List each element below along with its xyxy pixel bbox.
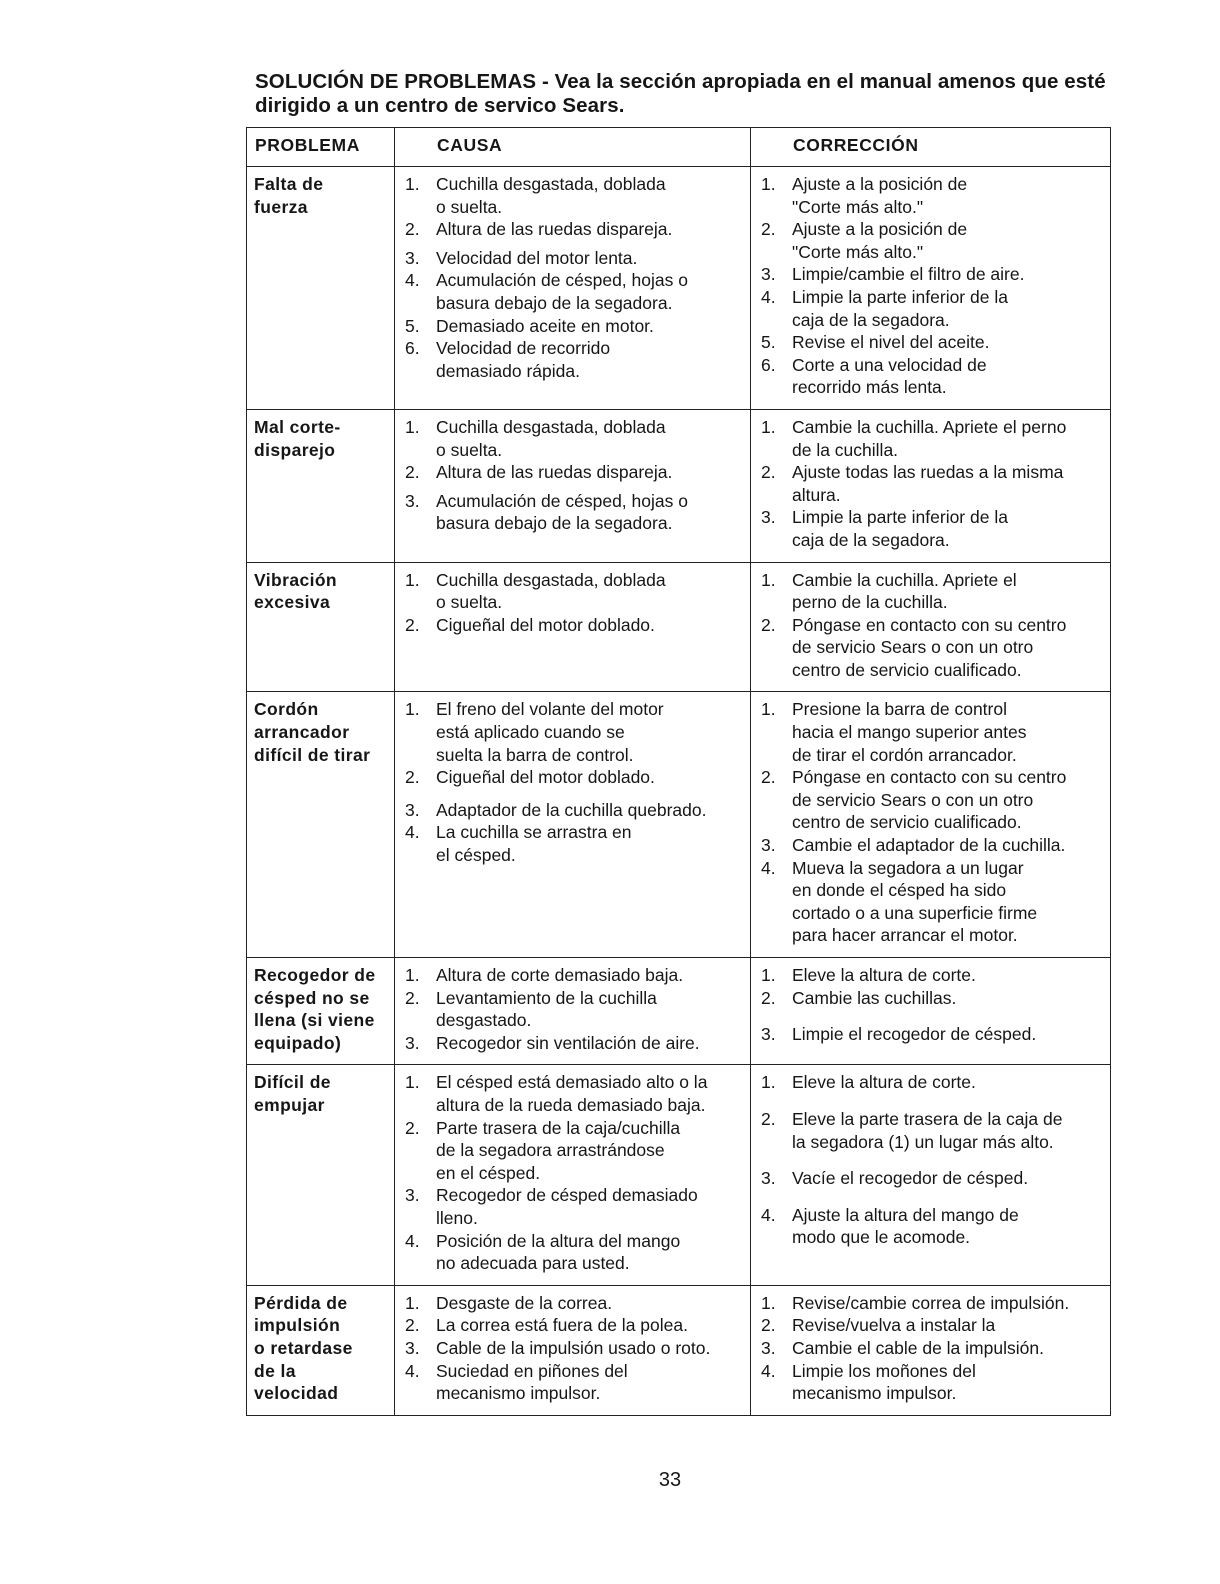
item-number: 1. [405, 1292, 420, 1313]
item-number: 1. [405, 416, 420, 437]
item-number: 3. [405, 1337, 420, 1358]
item-text: Revise/vuelva a instalar la [792, 1315, 996, 1336]
list-item [401, 1360, 746, 1405]
table-body [247, 167, 1111, 1416]
item-number: 2. [405, 614, 420, 635]
item-text: Altura de las ruedas dispareja. [436, 462, 673, 483]
item-text: Ajuste todas las ruedas a la misma altura. [792, 462, 1064, 505]
item-text: Cuchilla desgastada, doblada o suelta. [436, 174, 666, 217]
list-item [757, 1292, 1106, 1315]
item-text: Póngase en contacto con su centro de servicio Sears o con un otro centro de servicio cualificado. [792, 614, 1067, 680]
problem-cell: Difícil de empujar [247, 1065, 395, 1285]
item-number: 4. [405, 1360, 420, 1381]
item-number: 2. [405, 1117, 420, 1138]
item-number: 3. [761, 1168, 776, 1189]
list-item [401, 173, 746, 218]
list-item [401, 1292, 746, 1315]
item-number: 1. [405, 699, 420, 720]
item-number: 3. [405, 247, 420, 268]
list-item [757, 1204, 1106, 1249]
item-text: Acumulación de césped, hojas o basura debajo de la segadora. [436, 490, 688, 534]
table-row [247, 167, 1111, 410]
item-text: La correa está fuera de la polea. [436, 1315, 688, 1336]
item-number: 3. [761, 1024, 776, 1045]
item-text: Póngase en contacto con su centro de servicio Sears o con un otro centro de servicio cualificado. [792, 767, 1067, 833]
correction-cell [751, 167, 1111, 410]
item-text: Levantamiento de la cuchilla desgastado. [436, 987, 657, 1031]
list-item [757, 1314, 1106, 1337]
item-text: Recogedor de césped demasiado lleno. [436, 1185, 698, 1228]
item-text: Limpie los moñones del mecanismo impulsor. [792, 1360, 976, 1404]
list-item [757, 857, 1106, 947]
item-text: Cigueñal del motor doblado. [436, 614, 655, 635]
item-number: 3. [405, 490, 420, 511]
table-row [247, 562, 1111, 692]
item-text: Cable de la impulsión usado o roto. [436, 1337, 711, 1358]
list-item [401, 614, 746, 637]
correction-cell [751, 1285, 1111, 1415]
list-item [757, 506, 1106, 551]
list-item [757, 331, 1106, 354]
item-number: 1. [761, 174, 776, 194]
cause-cell [395, 1065, 751, 1285]
item-number: 3. [761, 835, 776, 856]
problem-cell: Pérdida de impulsión o retardase de la velocidad [247, 1285, 395, 1415]
item-number: 2. [761, 1315, 776, 1336]
list-item [401, 1230, 746, 1275]
cause-cell [395, 692, 751, 958]
list-item [401, 1117, 746, 1185]
table-header-row [247, 128, 1111, 167]
item-number: 1. [405, 174, 420, 194]
item-number: 1. [761, 965, 776, 985]
list-item [401, 698, 746, 766]
list-item [757, 173, 1106, 218]
list-item [757, 1023, 1106, 1046]
list-item [757, 1071, 1106, 1094]
list-item [757, 698, 1106, 766]
item-number: 5. [405, 315, 420, 336]
list-item [757, 218, 1106, 263]
list-item [757, 766, 1106, 834]
item-text: Altura de las ruedas dispareja. [436, 219, 673, 240]
list-item [401, 964, 746, 987]
item-text: Presione la barra de control hacia el mango superior antes de tirar el cordón arrancador. [792, 699, 1027, 765]
item-text: Limpie/cambie el filtro de aire. [792, 264, 1025, 285]
item-text: Cuchilla desgastada, doblada o suelta. [436, 569, 666, 613]
list-item [401, 987, 746, 1032]
table-row [247, 692, 1111, 958]
correction-cell [751, 1065, 1111, 1285]
item-number: 3. [405, 1185, 420, 1206]
item-text: Demasiado aceite en motor. [436, 315, 654, 336]
cause-cell [395, 1285, 751, 1415]
item-text: Velocidad de recorrido demasiado rápida. [436, 338, 611, 381]
item-text: Acumulación de césped, hojas o basura debajo de la segadora. [436, 270, 688, 313]
item-number: 3. [761, 1337, 776, 1358]
item-text: Eleve la parte trasera de la caja de la segadora (1) un lugar más alto. [792, 1108, 1063, 1152]
list-item [401, 218, 746, 241]
item-number: 2. [405, 219, 420, 240]
item-number: 2. [761, 987, 776, 1008]
list-item [757, 987, 1106, 1010]
item-number: 2. [405, 987, 420, 1008]
list-item [401, 337, 746, 382]
list-item [757, 1108, 1106, 1153]
list-item [757, 834, 1106, 857]
list-item [757, 1167, 1106, 1190]
problem-cell: Cordón arrancador difícil de tirar [247, 692, 395, 958]
header-problem: PROBLEMA [247, 128, 395, 167]
item-text: Cigueñal del motor doblado. [436, 767, 655, 788]
problem-cell: Vibración excesiva [247, 562, 395, 692]
list-item [401, 1184, 746, 1229]
item-number: 2. [761, 1108, 776, 1129]
list-item [401, 1337, 746, 1360]
page-number: 33 [658, 1469, 682, 1491]
item-number: 2. [405, 767, 420, 788]
list-item [757, 964, 1106, 987]
item-text: Parte trasera de la caja/cuchilla de la segadora arrastrándose en el césped. [436, 1117, 681, 1183]
item-text: Eleve la altura de corte. [792, 965, 976, 985]
item-text: Cambie el cable de la impulsión. [792, 1337, 1044, 1358]
list-item [757, 1337, 1106, 1360]
list-item [401, 315, 746, 338]
item-number: 5. [761, 332, 776, 353]
item-text: Recogedor sin ventilación de aire. [436, 1032, 700, 1053]
item-number: 1. [405, 1072, 420, 1093]
table-row [247, 1065, 1111, 1285]
item-text: El freno del volante del motor está aplicado cuando se suelta la barra de control. [436, 699, 664, 765]
item-text: Cambie las cuchillas. [792, 987, 957, 1008]
item-text: Cambie la cuchilla. Apriete el perno de la cuchilla. [792, 416, 1067, 460]
list-item [757, 416, 1106, 461]
item-number: 3. [405, 799, 420, 820]
table-row [247, 958, 1111, 1065]
item-number: 1. [761, 1072, 776, 1093]
item-text: Ajuste a la posición de "Corte más alto." [792, 174, 968, 217]
item-text: Velocidad del motor lenta. [436, 247, 638, 268]
list-item [401, 416, 746, 461]
correction-cell [751, 692, 1111, 958]
item-number: 2. [405, 462, 420, 483]
list-item [401, 1314, 746, 1337]
item-text: Cambie la cuchilla. Apriete el perno de la cuchilla. [792, 569, 1017, 613]
item-number: 2. [761, 614, 776, 635]
item-text: Altura de corte demasiado baja. [436, 965, 684, 985]
list-item [401, 821, 746, 866]
item-number: 1. [761, 416, 776, 437]
item-number: 3. [761, 507, 776, 528]
table-row [247, 409, 1111, 562]
list-item [757, 1360, 1106, 1405]
item-number: 2. [405, 1315, 420, 1336]
item-number: 1. [405, 965, 420, 985]
troubleshooting-table [246, 127, 1111, 1416]
page-title: SOLUCIÓN DE PROBLEMAS - Vea la sección apropiada en el manual amenos que esté dirigido a un centro de servico Sears. [255, 70, 1106, 117]
list-item [757, 614, 1106, 682]
item-text: Vacíe el recogedor de césped. [792, 1168, 1029, 1189]
list-item [401, 247, 746, 270]
cause-cell [395, 562, 751, 692]
item-text: Revise el nivel del aceite. [792, 332, 990, 353]
list-item [401, 569, 746, 614]
item-number: 2. [761, 767, 776, 788]
list-item [757, 461, 1106, 506]
list-item [401, 799, 746, 822]
correction-cell [751, 562, 1111, 692]
header-cause: CAUSA [395, 128, 751, 167]
item-text: Mueva la segadora a un lugar en donde el césped ha sido cortado o a una superficie firme para hacer arrancar el motor. [792, 857, 1038, 946]
list-item [757, 263, 1106, 286]
list-item [757, 354, 1106, 399]
list-item [757, 569, 1106, 614]
problem-cell: Mal corte- disparejo [247, 409, 395, 562]
item-number: 3. [761, 264, 776, 285]
item-text: El césped está demasiado alto o la altura de la rueda demasiado baja. [436, 1072, 708, 1115]
item-text: Posición de la altura del mango no adecuada para usted. [436, 1230, 681, 1274]
list-item [401, 766, 746, 789]
item-text: Cambie el adaptador de la cuchilla. [792, 835, 1066, 856]
item-number: 4. [405, 270, 420, 291]
item-text: Limpie la parte inferior de la caja de la segadora. [792, 507, 1008, 550]
item-text: Limpie la parte inferior de la caja de la segadora. [792, 286, 1008, 330]
item-text: Adaptador de la cuchilla quebrado. [436, 799, 707, 820]
item-text: Cuchilla desgastada, doblada o suelta. [436, 416, 666, 460]
item-number: 4. [761, 1204, 776, 1225]
item-number: 4. [405, 1230, 420, 1251]
item-number: 4. [761, 1360, 776, 1381]
list-item [401, 269, 746, 314]
item-number: 4. [405, 822, 420, 843]
cause-cell [395, 958, 751, 1065]
cause-cell [395, 167, 751, 410]
item-number: 6. [761, 354, 776, 375]
item-number: 2. [761, 219, 776, 240]
item-text: Corte a una velocidad de recorrido más lenta. [792, 354, 987, 398]
list-item [401, 1032, 746, 1055]
problem-cell: Falta de fuerza [247, 167, 395, 410]
item-text: La cuchilla se arrastra en el césped. [436, 822, 632, 866]
item-text: Suciedad en piñones del mecanismo impulsor. [436, 1360, 628, 1404]
item-number: 1. [761, 699, 776, 720]
list-item [757, 286, 1106, 331]
list-item [401, 1071, 746, 1116]
item-number: 3. [405, 1032, 420, 1053]
list-item [401, 461, 746, 484]
item-text: Desgaste de la correa. [436, 1292, 613, 1313]
item-number: 1. [405, 569, 420, 590]
list-item [401, 490, 746, 535]
item-text: Limpie el recogedor de césped. [792, 1024, 1037, 1045]
item-text: Ajuste a la posición de "Corte más alto." [792, 219, 968, 262]
correction-cell [751, 409, 1111, 562]
item-number: 4. [761, 286, 776, 307]
item-number: 4. [761, 857, 776, 878]
item-number: 6. [405, 338, 420, 359]
item-text: Ajuste la altura del mango de modo que le acomode. [792, 1204, 1019, 1248]
item-number: 1. [761, 569, 776, 590]
item-text: Revise/cambie correa de impulsión. [792, 1292, 1070, 1313]
cause-cell [395, 409, 751, 562]
item-number: 1. [761, 1292, 776, 1313]
item-number: 2. [761, 462, 776, 483]
problem-cell: Recogedor de césped no se llena (si viene equipado) [247, 958, 395, 1065]
item-text: Eleve la altura de corte. [792, 1072, 976, 1093]
header-correction: CORRECCIÓN [751, 128, 1111, 167]
correction-cell [751, 958, 1111, 1065]
table-row [247, 1285, 1111, 1415]
